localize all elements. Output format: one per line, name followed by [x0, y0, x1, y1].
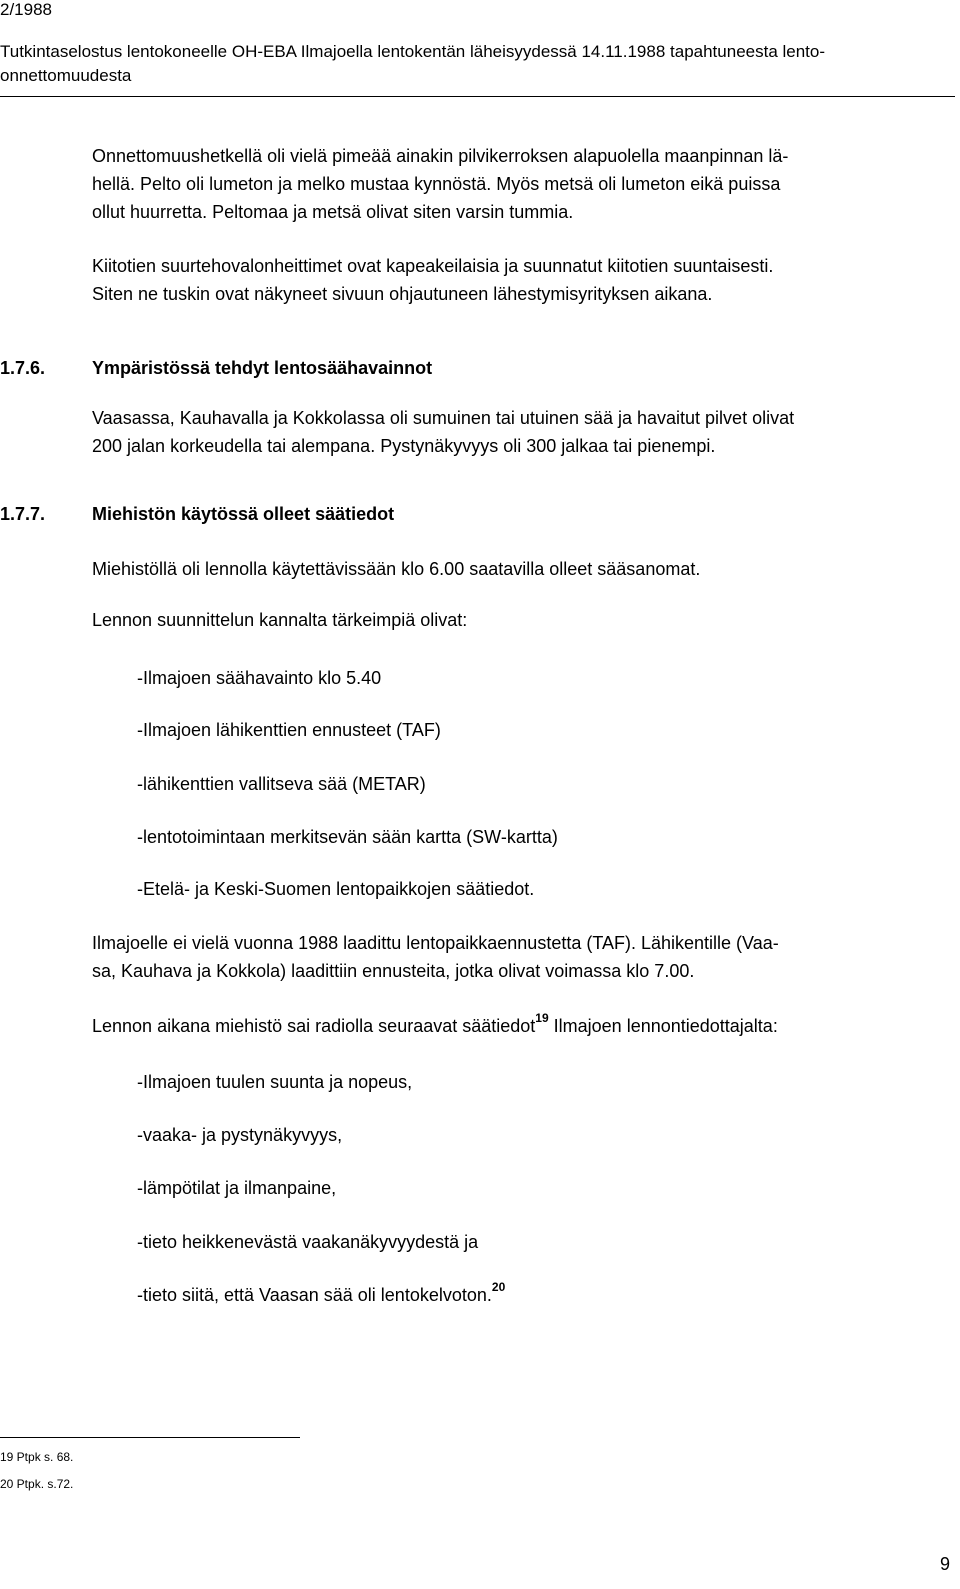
section-177-paragraph-3 [92, 929, 779, 985]
footnote: 20 Ptpk. s.72. [0, 1477, 74, 1491]
text-line: Kiitotien suurtehovalonheittimet ovat kapeakeilaisia ja suunnatut kiitotien suuntaisesti. [92, 256, 774, 276]
list-item: -lähikenttien vallitseva sää (METAR) [137, 774, 426, 794]
text-line: Ilmajoelle ei vielä vuonna 1988 laadittu lentopaikkaennustetta (TAF). Lähikentille (Vaa- [92, 933, 779, 953]
header-divider [0, 96, 955, 97]
list-item [137, 1281, 505, 1309]
text-span: Lennon aikana miehistö sai radiolla seuraavat säätiedot [92, 1016, 536, 1036]
section-heading: Ympäristössä tehdyt lentosäähavainnot [92, 358, 433, 378]
document-number: 2/1988 [0, 0, 52, 19]
text-span: Ilmajoen lennontiedottajalta: [548, 1016, 778, 1036]
text-line: sa, Kauhava ja Kokkola) laadittiin ennusteita, jotka olivat voimassa klo 7.00. [92, 961, 695, 981]
list-item: -lämpötilat ja ilmanpaine, [137, 1178, 337, 1198]
text-line: Onnettomuushetkellä oli vielä pimeää ainakin pilvikerroksen alapuolella maanpinnan lä- [92, 146, 789, 166]
list-item: -tieto heikkenevästä vaakanäkyvyydestä ja [137, 1232, 479, 1252]
section-176-paragraph [92, 404, 794, 460]
document-title: Tutkintaselostus lentokoneelle OH-EBA Ilmajoella lentokentän läheisyydessä 14.11.1988 tapahtuneesta lento-onnettomuudesta [0, 42, 826, 85]
text-line: Vaasassa, Kauhavalla ja Kokkolassa oli sumuinen tai utuinen sää ja havaitut pilvet olivat [92, 408, 795, 428]
list-item: -Ilmajoen tuulen suunta ja nopeus, [137, 1072, 413, 1092]
section-177-paragraph-4 [92, 1012, 778, 1040]
list-item: -vaaka- ja pystynäkyvyys, [137, 1125, 343, 1145]
section-number: 1.7.6. [0, 358, 46, 378]
text-line: hellä. Pelto oli lumeton ja melko mustaa kynnöstä. Myös metsä oli lumeton eikä puissa [92, 174, 781, 194]
section-177-paragraph-2: Lennon suunnittelun kannalta tärkeimpiä olivat: [92, 610, 468, 630]
footnote: 19 Ptpk s. 68. [0, 1450, 74, 1464]
footnote-divider [0, 1437, 300, 1438]
text-span: -tieto siitä, että Vaasan sää oli lentokelvoton. [137, 1285, 492, 1305]
footnote-ref-20: 20 [491, 1280, 506, 1294]
text-line: Siten ne tuskin ovat näkyneet sivuun ohjautuneen lähestymisyrityksen aikana. [92, 284, 713, 304]
list-item: -Etelä- ja Keski-Suomen lentopaikkojen säätiedot. [137, 879, 535, 899]
page-number: 9 [939, 1554, 950, 1574]
section-heading: Miehistön käytössä olleet säätiedot [92, 504, 395, 524]
text-line: 200 jalan korkeudella tai alempana. Pystynäkyvyys oli 300 jalkaa tai pienempi. [92, 436, 716, 456]
list-item: -lentotoimintaan merkitsevän sään kartta (SW-kartta) [137, 827, 558, 847]
section-177-paragraph-1: Miehistöllä oli lennolla käytettävissään klo 6.00 saatavilla olleet sääsanomat. [92, 559, 701, 579]
list-item: -Ilmajoen lähikenttien ennusteet (TAF) [137, 720, 441, 740]
footnote-ref-19: 19 [535, 1011, 549, 1025]
text-line: ollut huurretta. Peltomaa ja metsä olivat siten varsin tummia. [92, 202, 574, 222]
intro-paragraph-1 [92, 142, 788, 226]
list-item: -Ilmajoen säähavainto klo 5.40 [137, 668, 382, 688]
section-number: 1.7.7. [0, 504, 46, 524]
intro-paragraph-2 [92, 252, 773, 308]
